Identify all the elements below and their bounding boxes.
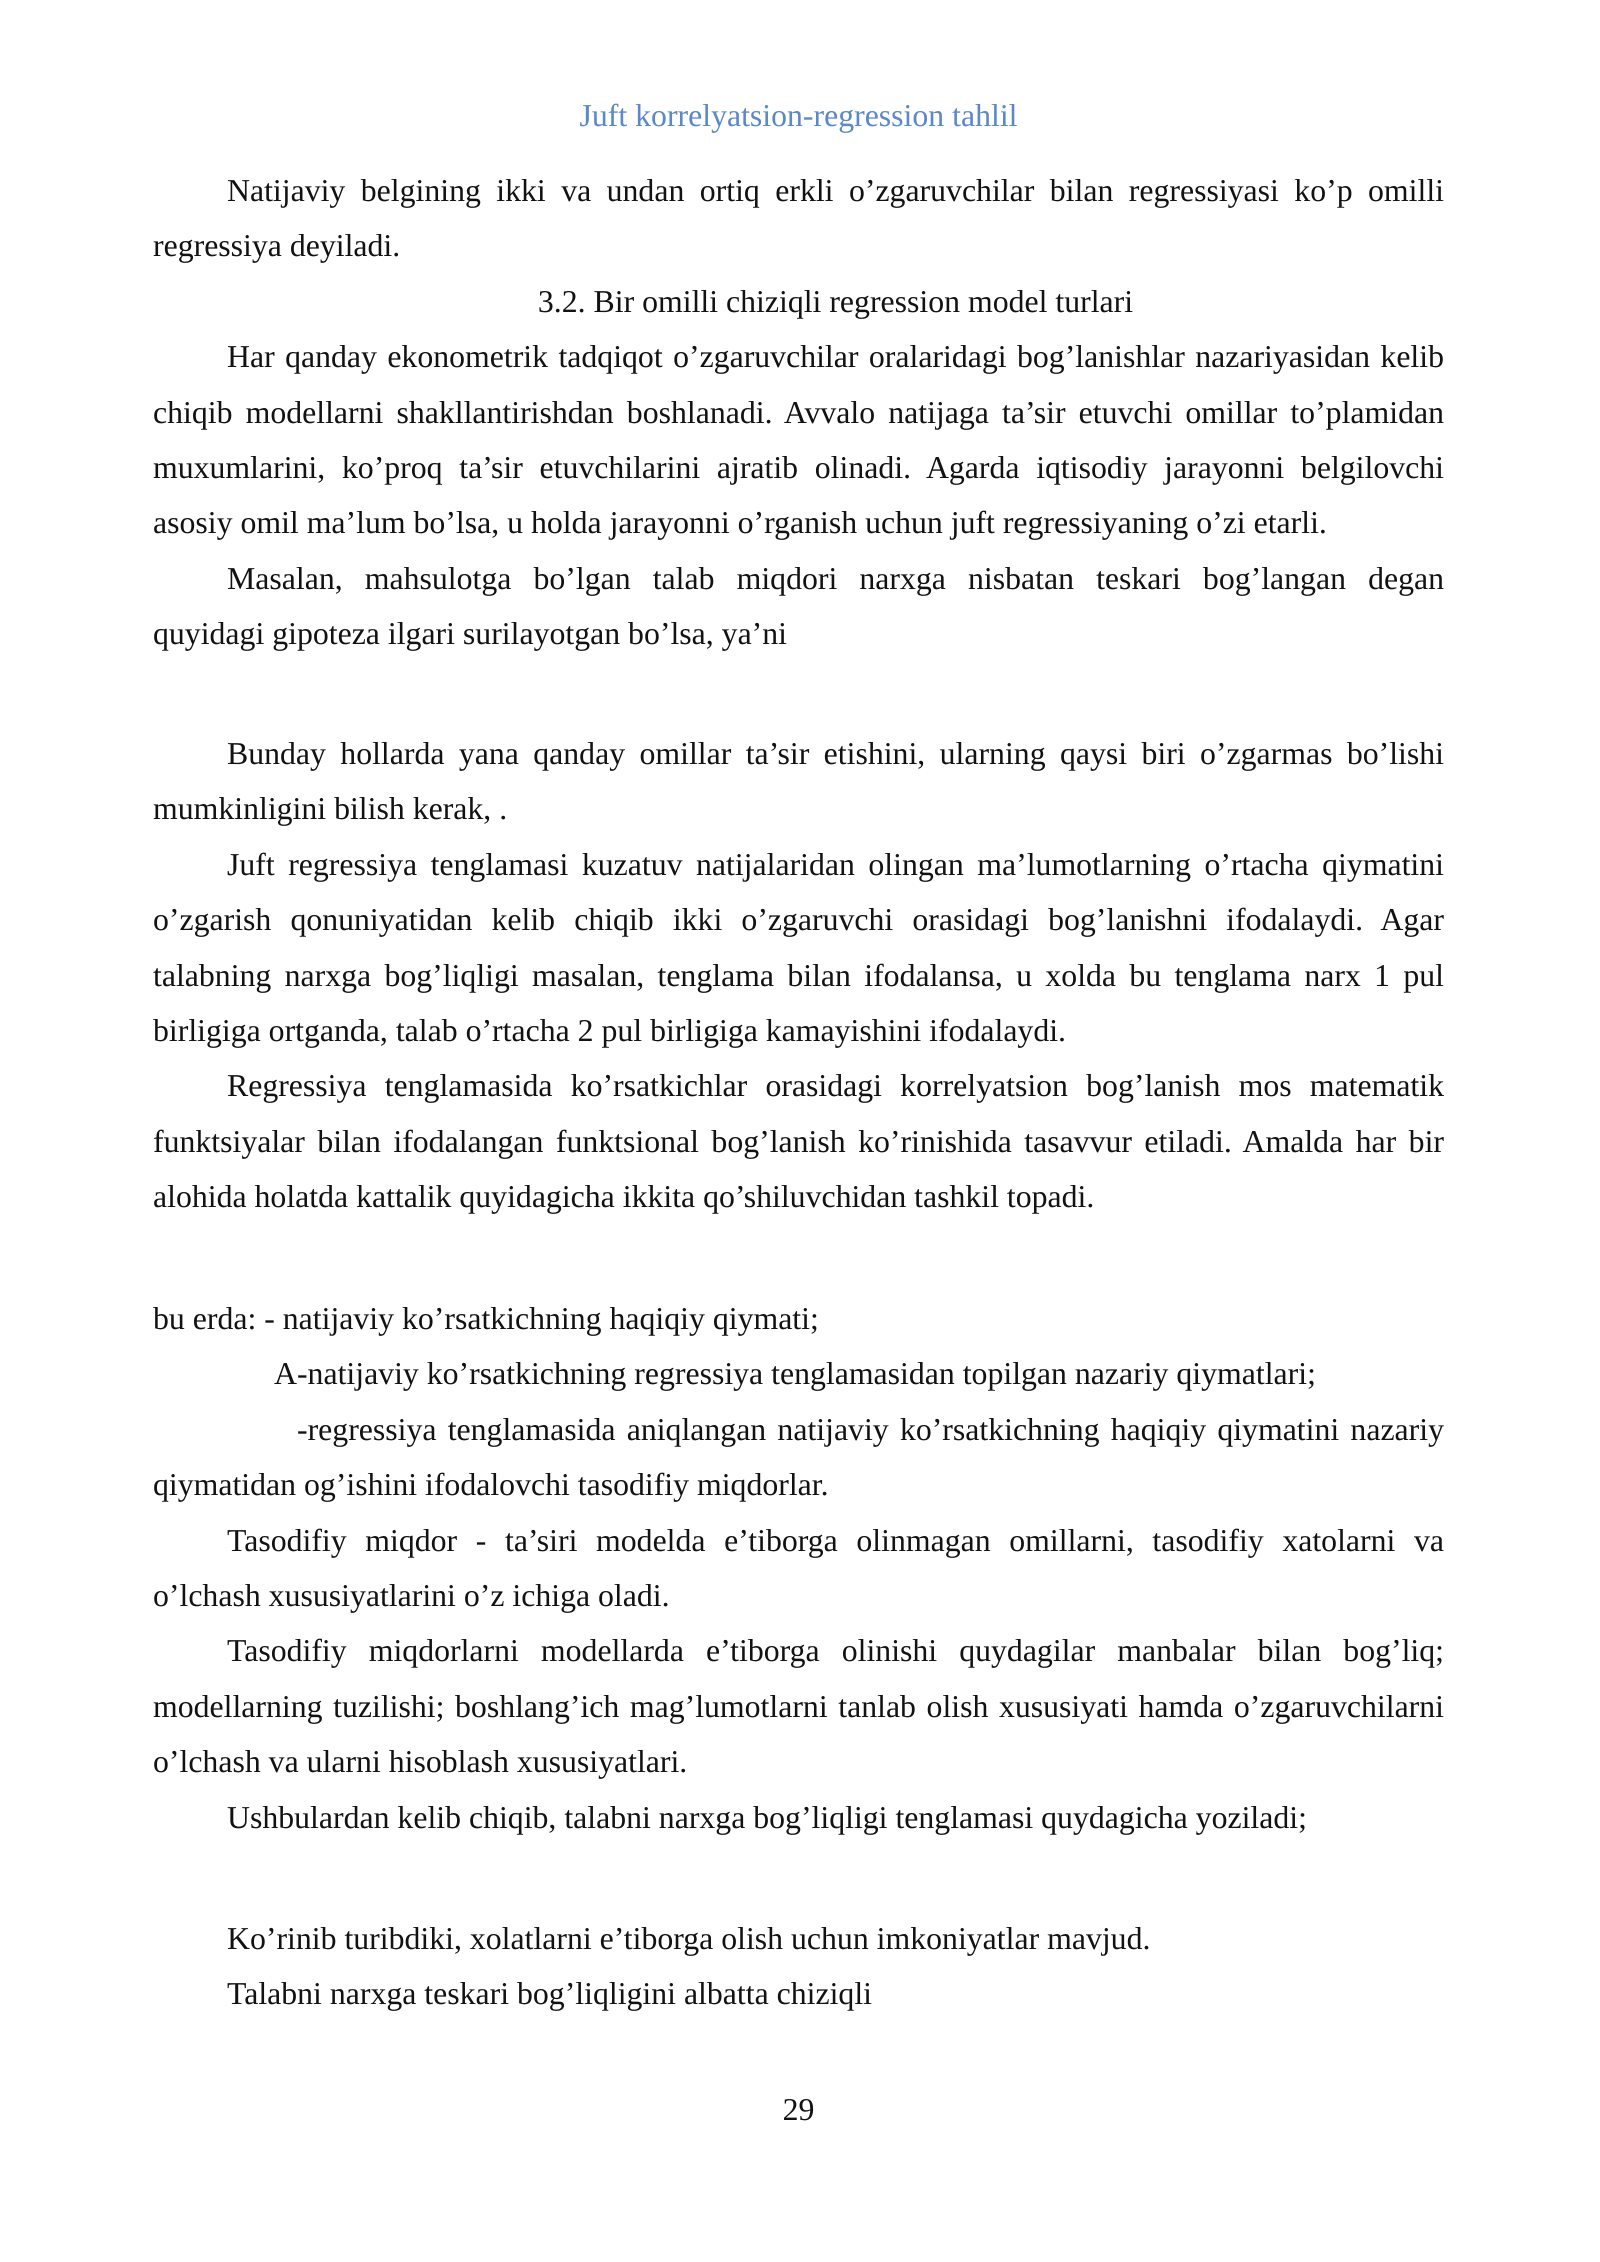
paragraph (153, 163, 1444, 274)
paragraph-line: Talabni narxga teskari bog’liqligini albatta chiziqli (227, 1976, 872, 2012)
section-heading: 3.2. Bir omilli chiziqli regression model turlari (537, 283, 1134, 319)
paragraph-line: birligiga ortganda, talab o’rtacha 2 pul birligiga kamayishini ifodalaydi. (153, 1013, 1067, 1049)
paragraph (153, 1911, 1444, 1966)
paragraph-line: funktsiyalar bilan ifodalangan funktsional bog’lanish ko’rinishida tasavvur etiladi. Amalda har bir (153, 1123, 1444, 1159)
paragraph-line: Har qanday ekonometrik tadqiqot o’zgaruvchilar oralaridagi bog’lanishlar nazariyasidan kelib (227, 339, 1444, 375)
paragraph (153, 551, 1444, 662)
paragraph (153, 329, 1444, 551)
paragraph-line: mumkinligini bilish kerak, . (153, 791, 508, 827)
paragraph-line: Tasodifiy miqdor - ta’siri modelda e’tiborga olinmagan omillarni, tasodifiy xatolarni va (227, 1522, 1444, 1558)
paragraph-line: Bunday hollarda yana qanday omillar ta’sir etishini, ularning qaysi biri o’zgarmas bo’lishi (227, 736, 1444, 771)
paragraph (153, 1513, 1444, 1624)
paragraph (153, 1402, 1444, 1513)
paragraph-line: alohida holatda kattalik quyidagicha ikkita qo’shiluvchidan tashkil topadi. (153, 1179, 1095, 1215)
paragraph-line: muxumlarini, ko’proq ta’sir etuvchilarini ajratib olinadi. Agarda iqtisodiy jarayonni belgilovchi (153, 450, 1444, 486)
paragraph-line: Juft regressiya tenglamasi kuzatuv natijalaridan olingan ma’lumotlarning o’rtacha qiymatini (227, 846, 1444, 882)
text-block (153, 1911, 1444, 2022)
paragraph-line: o’zgarish qonuniyatidan kelib chiqib ikki o’zgaruvchi orasidagi bog’lanishni ifodalaydi. Agar (153, 902, 1444, 938)
paragraph-line: quyidagi gipoteza ilgari surilayotgan bo’lsa, ya’ni (153, 616, 787, 652)
page-number: 29 (782, 2092, 815, 2127)
paragraph (153, 1623, 1444, 1789)
paragraph-line: Ushbulardan kelib chiqib, talabni narxga bog’liqligi tenglamasi quydagicha yoziladi; (227, 1799, 1307, 1835)
paragraph-line: Tasodifiy miqdorlarni modellarda e’tiborga olinishi quydagilar manbalar bilan bog’liq; (227, 1633, 1444, 1669)
paragraph (153, 837, 1444, 1059)
text-block (153, 726, 1444, 1225)
paragraph-line: Natijaviy belgining ikki va undan ortiq erkli o’zgaruvchilar bilan regressiyasi ko’p omilli (227, 173, 1444, 208)
paragraph-line: Masalan, mahsulotga bo’lgan talab miqdori narxga nisbatan teskari bog’langan degan (227, 560, 1444, 596)
paragraph-line: chiqib modellarni shakllantirishdan boshlanadi. Avvalo natijaga ta’sir etuvchi omillar to’plamidan (153, 394, 1444, 430)
paragraph-line: asosiy omil ma’lum bo’lsa, u holda jarayonni o’rganish uchun juft regressiyaning o’zi etarli. (153, 505, 1327, 541)
paragraph-line: modellarning tuzilishi; boshlang’ich mag’lumotlarni tanlab olish xususiyati hamda o’zgaruvchilarni (153, 1688, 1444, 1724)
paragraph (153, 1790, 1444, 1845)
paragraph-line: A-natijaviy ko’rsatkichning regressiya tenglamasidan topilgan nazariy qiymatlari; (274, 1356, 1316, 1392)
paragraph-line: Ko’rinib turibdiki, xolatlarni e’tiborga olish uchun imkoniyatlar mavjud. (227, 1921, 1151, 1956)
text-block (153, 1291, 1444, 1845)
paragraph (153, 1966, 1444, 2021)
paragraph (153, 1291, 1444, 1346)
text-block (153, 163, 1444, 662)
paragraph-line: o’lchash xususiyatlarini o’z ichiga oladi. (153, 1578, 670, 1614)
paragraph-line: bu erda: - natijaviy ko’rsatkichning haqiqiy qiymati; (153, 1301, 819, 1336)
paragraph-line: Regressiya tenglamasida ko’rsatkichlar orasidagi korrelyatsion bog’lanish mos matematik (227, 1068, 1444, 1104)
running-header: Juft korrelyatsion-regression tahlil (579, 98, 1018, 133)
paragraph-line: -regressiya tenglamasida aniqlangan natijaviy ko’rsatkichning haqiqiy qiymatini nazariy (297, 1411, 1444, 1447)
paragraph-line: qiymatidan og’ishini ifodalovchi tasodifiy miqdorlar. (153, 1467, 829, 1503)
paragraph (153, 726, 1444, 837)
paragraph-line: regressiya deyiladi. (153, 228, 401, 264)
paragraph-line: talabning narxga bog’liqligi masalan, tenglama bilan ifodalansa, u xolda bu tenglama narx 1 pul (153, 957, 1444, 993)
paragraph (153, 1058, 1444, 1224)
paragraph-line: o’lchash va ularni hisoblash xususiyatlari. (153, 1744, 688, 1780)
paragraph (153, 1346, 1444, 1401)
